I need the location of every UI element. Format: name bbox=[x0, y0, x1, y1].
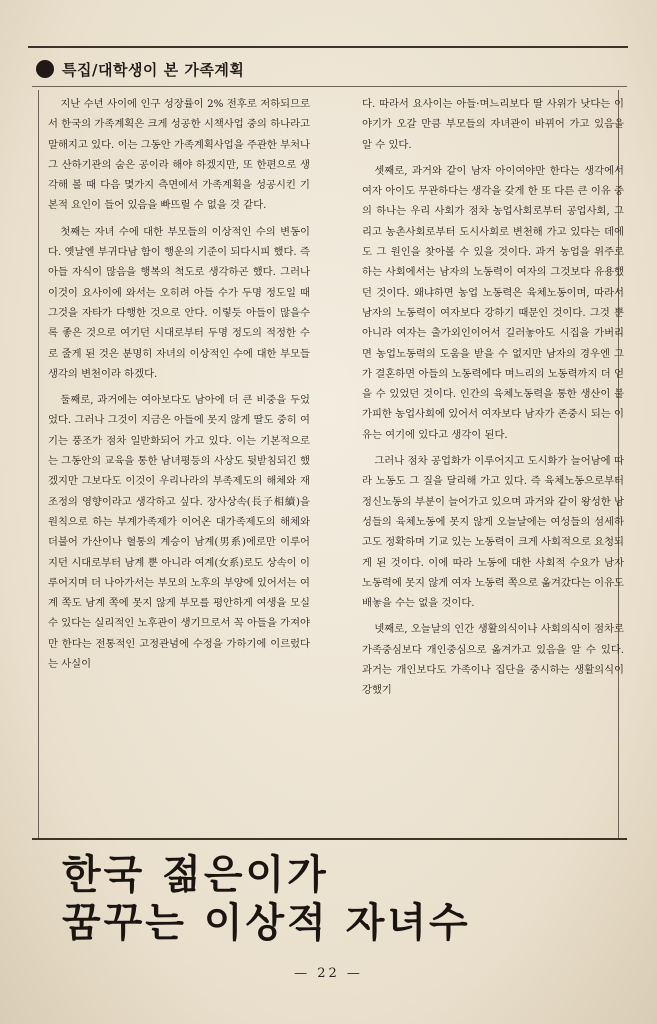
paragraph: 그러나 점차 공업화가 이루어지고 도시화가 늘어남에 따라 노동도 그 질을 달리해 가고 있다. 즉 육체노동으로부터 정신노동의 부분이 늘어가고 있으며 과거와 같이 왕성한 남성들의 육체노동에 못지 않게 오늘날에는 여성들의 섬세하고도 정확하며 기교 있는 노동력이 크게 사회적으로 요청되게 된 것이다. 이에 따라 노동에 대한 사회적 수요가 남자 노동력에 못지 않게 여자 노동력 쪽으로 옮겨갔다는 이유도 배놓을 수는 없을 것이다. bbox=[362, 455, 624, 610]
bottom-rule bbox=[32, 838, 627, 840]
bullet-dot-icon bbox=[36, 60, 54, 78]
paragraph: 둘째로, 과거에는 여아보다도 남아에 더 큰 비중을 두었었다. 그러나 그것이 지금은 아들에 못지 않게 딸도 중히 여기는 풍조가 점차 일반화되어 가고 있다. 이는 기본적으로는 그동안의 교육을 통한 남녀평등의 사상도 뒷받침되긴 했겠지만 그보다도 이것이 우리나라의 부족제도의 해체와 재조정의 영향이라고 생각하고 싶다. 장사상속(長子相續)을 원칙으로 하는 부계가족제가 이어온 대가족제도의 해체와 더불어 가산이나 혈통의 계승이 남계(男系)에로만 이루어지던 시대로부터 남계 뿐 아니라 여계(女系)로도 상속이 이루어지며 더 나아가서는 부모의 노후의 부양에 있어서는 여계 쪽도 남계 쪽에 못지 않게 부모를 평안하게 여생을 모실 수 있다는 실리적인 노후관이 생기므로서 꼭 아들을 가져야만 한다는 전통적인 고정관념에 수정을 가하기에 이르렀다는 사실이 bbox=[48, 394, 310, 671]
paragraph: 첫째는 자녀 수에 대한 부모들의 이상적인 수의 변동이다. 옛날엔 부귀다남 함이 행운의 기준이 되다시피 했다. 즉 아들 자식이 많음을 행복의 척도로 생각하곤 했다. 그러나 이것이 요사이에 와서는 오히려 아들 수가 두명 정도일 때 그것을 자타가 다행한 것으로 안다. 이렇듯 아들이 많을수록 좋은 것으로 여기던 시대로부터 두명 정도의 적정한 수로 줄게 된 것은 분명히 자녀의 이상적인 수에 대한 부모들 생각의 변천이라 하겠다. bbox=[48, 225, 310, 380]
paragraph: 넷째로, 오늘날의 인간 생활의식이나 사회의식이 점차로 가족중심보다 개인중심으로 옮겨가고 있음을 알 수 있다. 과거는 개인보다도 가족이나 집단을 중시하는 생활의식이 강했기 bbox=[362, 623, 624, 697]
article-title-line-2: 꿈꾸는 이상적 자녀수 bbox=[62, 900, 471, 946]
section-header bbox=[36, 56, 244, 82]
page-number: — 22 — bbox=[294, 966, 363, 981]
paragraph: 다. 따라서 요사이는 아들·며느리보다 딸 사위가 낫다는 이야기가 오갈 만큼 부모들의 자녀관이 바뀌어 가고 있음을 알 수 있다. bbox=[362, 98, 624, 151]
article-column-right bbox=[362, 94, 624, 830]
paragraph: 셋째로, 과거와 같이 남자 아이여야만 한다는 생각에서 여자 아이도 무관하다는 생각을 갖게 한 또 다른 큰 이유 중의 하나는 우리 사회가 점차 농업사회로부터 공업사회, 그리고 농촌사회로부터 도시사회로 변천해 가고 있다는 데에도 그 원인을 찾아볼 수 있을 것이다. 과거 농업을 위주로 하는 사회에서는 남자의 노동력이 여자의 그것보다 유용했던 것이다. 왜냐하면 농업 노동력은 육체노동이며, 따라서 남자의 노동력이 여자보다 강하기 때문인 것이다. 그것 뿐 아니라 여자는 출가외인이어서 길러놓아도 시집을 가버리면 농업노동력의 도움을 받을 수 없지만 남자의 경우엔 그가 결혼하면 아들의 노동력에다 며느리의 노동력까지 더 얻을 수 있었던 것이다. 인간의 육체노동력을 통한 생산이 불가피한 농업사회에 있어서 여자보다 남자가 존중시 되는 이유는 여기에 있다고 생각이 된다. bbox=[362, 164, 624, 441]
section-title: 특집/대학생이 본 가족계획 bbox=[62, 60, 245, 79]
top-rule bbox=[28, 46, 628, 48]
paragraph: 지난 수년 사이에 인구 성장률이 2% 전후로 저하되므로서 한국의 가족계획은 크게 성공한 시책사업 중의 하나라고 말해지고 있다. 이는 그동안 가족계획사업을 주관한 부처나 그 산하기관의 숨은 공이라 해야 하겠지만, 또 한편으로 생각해 볼 때 다음 몇가지 측면에서 가족계획을 성공시킨 기본적 요인이 들어 있음을 빠뜨릴 수 없을 것 같다. bbox=[48, 98, 310, 212]
article-title-line-1: 한국 젊은이가 bbox=[62, 852, 329, 898]
article-column-left bbox=[48, 94, 310, 830]
header-rule bbox=[32, 86, 627, 87]
left-border bbox=[38, 90, 39, 838]
